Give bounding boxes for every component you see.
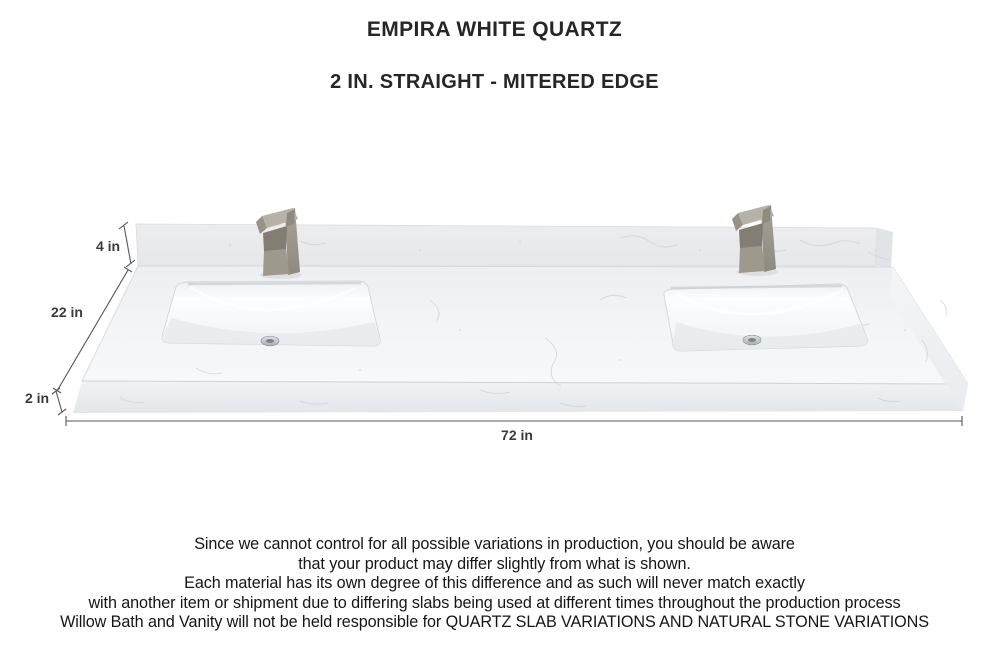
dimension-label-edge-thickness: 2 in bbox=[24, 390, 50, 406]
backsplash bbox=[136, 224, 893, 267]
disclaimer-line: that your product may differ slightly from what is shown. bbox=[298, 554, 691, 573]
countertop-front-edge bbox=[73, 381, 968, 413]
disclaimer-line: with another item or shipment due to differing slabs being used at different times throughout the production process bbox=[88, 593, 901, 612]
product-title: EMPIRA WHITE QUARTZ bbox=[366, 18, 623, 41]
disclaimer-line: Since we cannot control for all possible variations in production, you should be aware bbox=[194, 535, 795, 553]
dimension-label-depth: 22 in bbox=[51, 304, 83, 320]
disclaimer-line: Willow Bath and Vanity will not be held responsible for QUARTZ SLAB VARIATIONS AND NATURAL STONE VARIATIONS bbox=[60, 613, 929, 632]
edge-style-subtitle: 2 IN. STRAIGHT - MITERED EDGE bbox=[330, 71, 659, 93]
left-sink bbox=[162, 281, 380, 346]
dimension-label-backsplash-height: 4 in bbox=[95, 238, 121, 254]
disclaimer-text bbox=[0, 535, 989, 633]
right-sink bbox=[664, 284, 868, 351]
disclaimer-line: Each material has its own degree of this difference and as such will never match exactly bbox=[184, 574, 805, 593]
dimension-label-width: 72 in bbox=[501, 427, 533, 443]
